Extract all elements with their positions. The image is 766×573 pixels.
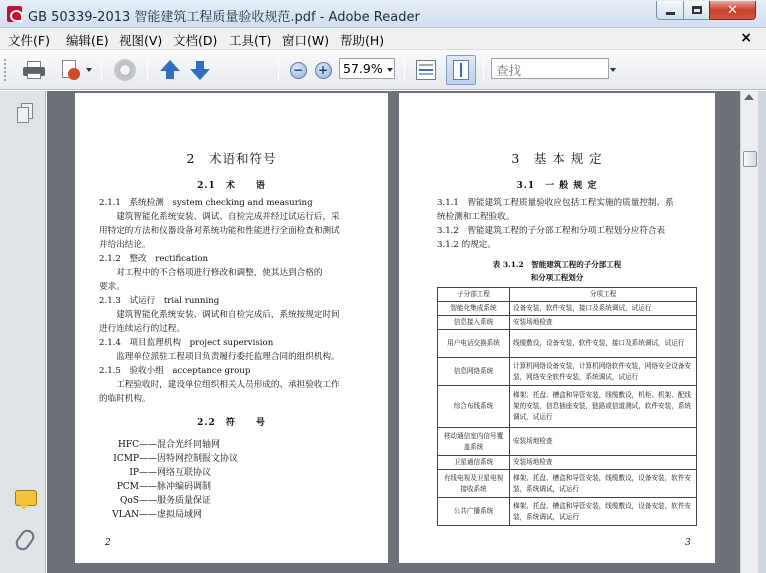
minimize-button[interactable]: [656, 1, 684, 20]
print-icon: [23, 61, 45, 79]
text-line: 3.1.2 智能建筑工程的子分部工程和分项工程划分应符合表: [437, 226, 666, 236]
toolbar-divider: [101, 59, 102, 81]
text-line: 3.1.1 智能建筑工程质量验收应包括工程实施的质量控制、系: [437, 198, 674, 208]
document-viewer[interactable]: [47, 91, 740, 573]
table-cell: 有线电视及卫星电视接收系统: [438, 470, 510, 498]
next-page-icon: [190, 60, 210, 80]
symbol-row: [89, 493, 211, 506]
chevron-down-icon: [387, 68, 393, 72]
symbol-value: ——服务质量保证: [139, 496, 212, 506]
text-line: 2.1.4 项目监理机构 project supervision: [99, 338, 274, 348]
window-title: GB 50339-2013 智能建筑工程质量验收规范.pdf - Adobe Reader: [28, 10, 420, 25]
adobe-reader-icon: [7, 6, 22, 22]
zoom-dropdown[interactable]: [385, 58, 395, 82]
table-cell: 计算机网络设备安装，计算机网络软件安装，网络安全设备安装，网络安全软件安装，系统调试，试运行: [510, 358, 697, 386]
symbol-value: ——虚拟局域网: [139, 510, 203, 520]
text-line: 监理单位派驻工程项目负责履行委托监理合同的组织机构。: [99, 352, 340, 362]
toolbar-divider: [483, 59, 484, 81]
share-icon: [60, 60, 80, 80]
search-dropdown[interactable]: [608, 58, 618, 82]
table-cell: 设备安装，软件安装，接口及系统调试，试运行: [510, 302, 697, 316]
table-cell: 线缆敷设，设备安装，软件安装，接口及系统调试，试运行: [510, 330, 697, 358]
chevron-down-icon: [610, 68, 616, 72]
close-icon: ✕: [727, 2, 738, 18]
table-row: [438, 330, 697, 358]
symbol-row: [89, 437, 220, 450]
menu-file[interactable]: 文件(F): [8, 33, 50, 48]
toolbar-divider: [147, 59, 148, 81]
symbol-row: [89, 507, 202, 520]
chevron-down-icon: [86, 68, 92, 72]
table-cell: 公共广播系统: [438, 498, 510, 526]
table-header-row: [438, 288, 697, 302]
navigation-panel: [0, 91, 46, 573]
print-button[interactable]: [20, 58, 48, 82]
table-row: [438, 386, 697, 428]
table-cell: 安装场地检查: [510, 456, 697, 470]
table-row: [438, 358, 697, 386]
text-line: 3.1.2 的规定。: [437, 240, 496, 250]
table-row: [438, 470, 697, 498]
symbol-value: ——脉冲编码调制: [139, 482, 212, 492]
text-line: 2.1.5 验收小组 acceptance group: [99, 366, 251, 376]
menu-document[interactable]: 文档(D): [173, 33, 218, 48]
text-line: 要求。: [99, 282, 125, 292]
section-title: 2.2 符 号: [197, 418, 266, 428]
zoom-in-button[interactable]: [312, 58, 334, 82]
search-input[interactable]: [491, 58, 609, 79]
table-header: 分项工程: [510, 288, 697, 302]
text-line: 进行连续运行的过程。: [99, 324, 185, 334]
zoom-out-icon: −: [290, 62, 307, 79]
scroll-up-icon[interactable]: [744, 94, 754, 100]
table-row: [438, 302, 697, 316]
next-page-button[interactable]: [187, 58, 213, 82]
toolbar-divider: [278, 59, 279, 81]
text-line: 2.1.3 试运行 trial running: [99, 296, 220, 306]
table-row: [438, 498, 697, 526]
menu-help[interactable]: 帮助(H): [340, 33, 385, 48]
text-line: 对工程中的不合格项进行修改和调整，使其达到合格的: [99, 268, 323, 278]
search-placeholder: 查找: [496, 63, 522, 78]
title-bar: [0, 0, 766, 28]
toolbar: [0, 50, 766, 90]
table-cell: 综合布线系统: [438, 386, 510, 428]
table-cell: 梯架、托盘、槽盒和导管安装，线缆敷设，机柜、机架、配线架的安装，信息插座安装，链路或信道测试，软件安装，系统调试，试运行: [510, 386, 697, 428]
table-caption: 和分项工程划分: [530, 273, 584, 282]
table-row: [438, 456, 697, 470]
symbol-row: [89, 451, 238, 464]
table-row: [438, 428, 697, 456]
table-cell: 用户电话交换系统: [438, 330, 510, 358]
text-line: 建筑智能化系统安装、调试、自检完成并经过试运行后，采: [99, 212, 340, 222]
maximize-button[interactable]: [683, 1, 710, 20]
fit-page-icon: [453, 60, 469, 80]
close-document-icon[interactable]: ×: [740, 30, 752, 46]
page-number: 3: [685, 538, 691, 548]
zoom-out-button[interactable]: [287, 58, 309, 82]
menu-view[interactable]: 视图(V): [119, 33, 163, 48]
text-line: 工程验收时，建设单位组织相关人员形成的、承担验收工作: [99, 380, 340, 390]
attachment-icon[interactable]: [13, 527, 37, 553]
toolbar-grip[interactable]: [4, 59, 7, 81]
text-line: 用特定的方法和仪器设备对系统功能和性能进行全面检查和测试: [99, 226, 340, 236]
table-header: 子分部工程: [438, 288, 510, 302]
settings-icon: [114, 59, 136, 81]
text-line: 并给出结论。: [99, 240, 151, 250]
table-cell: 智能化集成系统: [438, 302, 510, 316]
pages-icon[interactable]: [17, 103, 33, 123]
symbol-key: IP: [129, 468, 139, 478]
table-cell: 移动通信室内信号覆盖系统: [438, 428, 510, 456]
minimize-icon: [666, 12, 675, 15]
pdf-page-right: [399, 93, 715, 563]
symbol-key: HFC: [118, 440, 139, 450]
text-line: 的临时机构。: [99, 394, 151, 404]
share-dropdown[interactable]: [84, 58, 94, 82]
symbol-key: PCM: [116, 482, 139, 492]
subdivision-table: [437, 287, 697, 526]
symbol-value: ——混合光纤同轴网: [139, 440, 221, 450]
table-cell: 安装场地检查: [510, 428, 697, 456]
scrollbar-thumb[interactable]: [743, 151, 757, 167]
table-cell: 卫星通信系统: [438, 456, 510, 470]
table-caption: 表 3.1.2 智能建筑工程的子分部工程: [492, 260, 622, 269]
pdf-page-left: [75, 93, 388, 563]
menu-tools[interactable]: 工具(T): [229, 33, 272, 48]
zoom-value: 57.9%: [343, 61, 383, 76]
comment-icon[interactable]: [15, 490, 37, 506]
toolbar-divider: [404, 59, 405, 81]
text-line: 统检测和工程验收。: [437, 212, 515, 222]
table-row: [438, 316, 697, 330]
text-line: 2.1.2 整改 rectification: [99, 254, 209, 264]
table-cell: 信息接入系统: [438, 316, 510, 330]
share-button[interactable]: [58, 58, 82, 82]
previous-page-icon: [160, 60, 180, 80]
table-cell: 安装场地检查: [510, 316, 697, 330]
maximize-icon: [692, 6, 702, 14]
symbol-value: ——因特网控制报文协议: [139, 454, 239, 464]
text-line: 建筑智能化系统安装、调试和自检完成后，系统按规定时间: [99, 310, 340, 320]
text-line: 2.1.1 系统检测 system checking and measuring: [99, 198, 313, 208]
close-button[interactable]: [709, 1, 756, 20]
table-cell: 信息网络系统: [438, 358, 510, 386]
chapter-title: 3 基 本 规 定: [511, 151, 603, 166]
page-number: 2: [105, 538, 111, 548]
settings-button[interactable]: [111, 58, 139, 82]
chapter-title: 2 术语和符号: [186, 151, 277, 166]
table-cell: 梯架、托盘、槽盒和导管安装，线缆敷设，设备安装，软件安装，系统调试，试运行: [510, 470, 697, 498]
symbol-row: [89, 465, 211, 478]
fit-page-button[interactable]: [446, 55, 476, 85]
menu-window[interactable]: 窗口(W): [282, 33, 330, 48]
symbol-key: VLAN: [112, 510, 139, 520]
previous-page-button[interactable]: [157, 58, 183, 82]
window-frame-edge: [758, 91, 766, 573]
table-cell: 梯架、托盘、槽盒和导管安装，线缆敷设，设备安装，软件安装，系统调试，试运行: [510, 498, 697, 526]
symbol-key: ICMP: [113, 454, 139, 464]
section-title: 3.1 一 般 规 定: [516, 181, 598, 191]
symbol-row: [89, 479, 211, 492]
fit-width-button[interactable]: [413, 58, 439, 82]
fit-width-icon: [416, 60, 436, 80]
symbol-key: QoS: [120, 496, 139, 506]
menu-edit[interactable]: 编辑(E): [66, 33, 109, 48]
zoom-in-icon: +: [315, 62, 332, 79]
symbol-value: ——网络互联协议: [139, 468, 212, 478]
vertical-scrollbar[interactable]: [740, 91, 758, 573]
section-title: 2.1 术 语: [197, 181, 266, 191]
menu-bar: [0, 28, 766, 50]
